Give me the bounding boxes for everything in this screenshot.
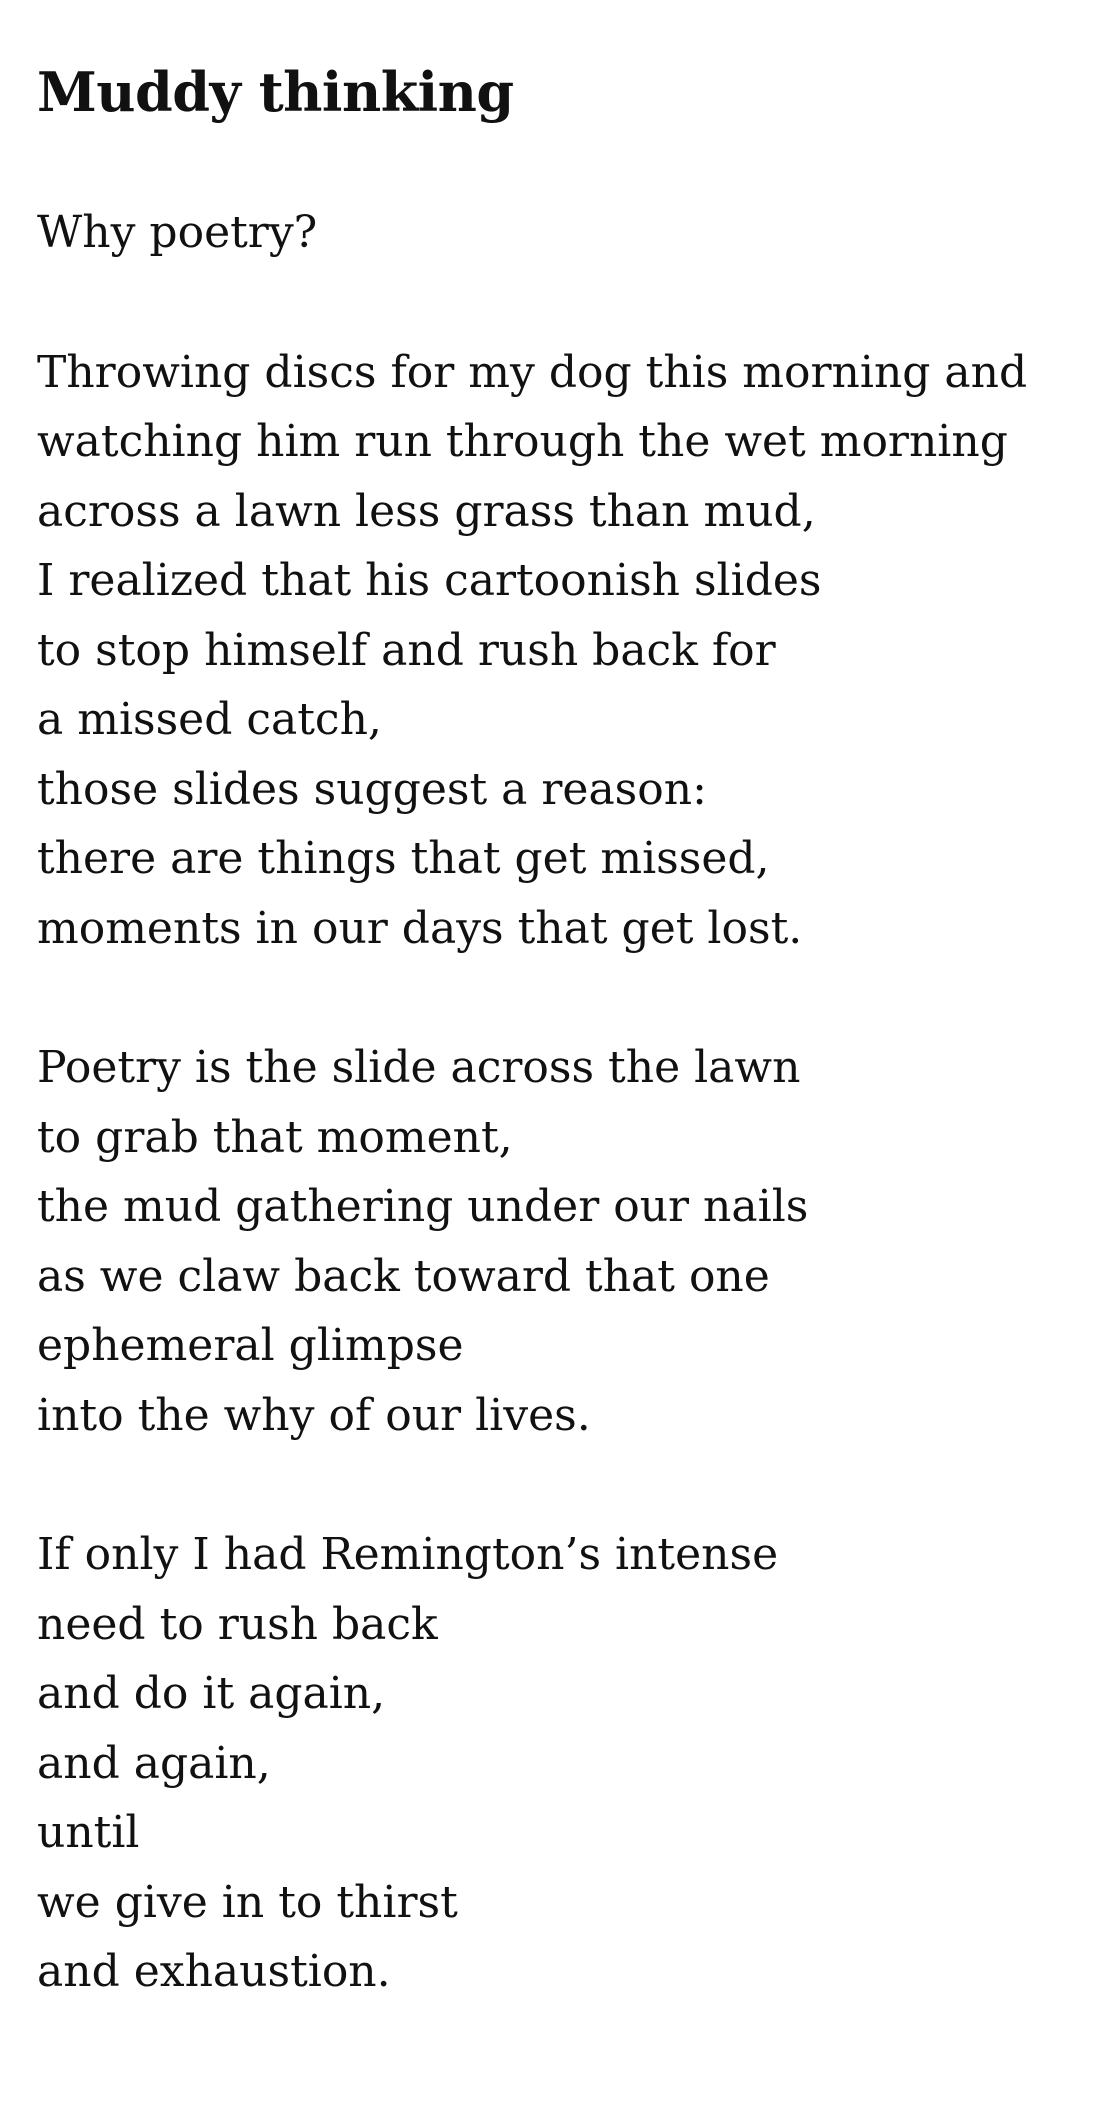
poem-page [37, 52, 1077, 2007]
poem-line: across a lawn less grass than mud, [37, 485, 816, 537]
poem-line: If only I had Remington’s intense [37, 1529, 779, 1580]
poem-line: and do it again, [37, 1668, 386, 1719]
poem-line: and exhaustion. [37, 1946, 391, 1997]
stanza-3 [37, 1520, 1077, 2007]
stanza-1 [37, 338, 1077, 964]
poem-line: to grab that moment, [37, 1111, 513, 1163]
poem-line: we give in to thirst [37, 1876, 458, 1928]
poem-line: I realized that his cartoonish slides [37, 555, 822, 606]
poem-line: a missed catch, [37, 694, 382, 745]
stanza-2 [37, 1033, 1077, 1450]
poem-line: Poetry is the slide across the lawn [37, 1042, 801, 1093]
poem-line: those slides suggest a reason: [37, 763, 707, 815]
poem-line: moments in our days that get lost. [37, 902, 803, 954]
poem-line: need to rush back [37, 1598, 438, 1650]
poem-line: to stop himself and rush back for [37, 624, 776, 676]
poem-line: watching him run through the wet morning [37, 416, 1008, 467]
poem-line: into the why of our lives. [37, 1389, 591, 1441]
poem-line: until [37, 1807, 140, 1858]
poem-line: and again, [37, 1737, 271, 1789]
poem-line: Throwing discs for my dog this morning and [37, 346, 1028, 398]
poem-line: as we claw back toward that one [37, 1250, 770, 1302]
subtitle-line: Why poetry? [37, 207, 318, 258]
poem-title: Muddy thinking [37, 60, 514, 124]
poem-subtitle [37, 198, 1077, 268]
poem-line: there are things that get missed, [37, 833, 770, 884]
poem-line: the mud gathering under our nails [37, 1181, 809, 1232]
poem-line: ephemeral glimpse [37, 1320, 464, 1371]
